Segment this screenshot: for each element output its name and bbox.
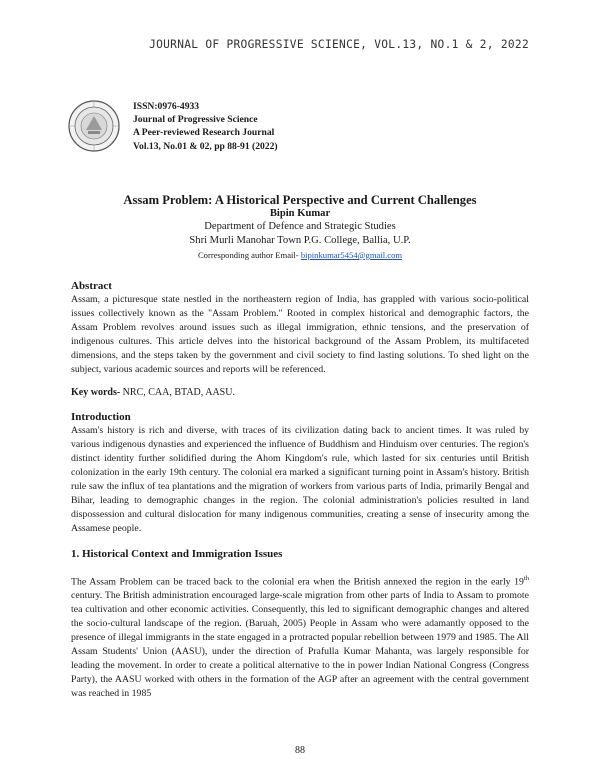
section-1-text — [71, 572, 529, 701]
abstract-text: Assam, a picturesque state nestled in the northeastern region of India, has grappled with various socio-political issues collectively known as the "Assam Problem." Rooted in complex historical and demographic factors, the Assam Problem revolves around issues such as illegal immigration, ethnic tensions, and the preservation of indigenous cultures. This article delves into the historical background of the Assam Problem, its multifaceted dimensions, and the steps taken by the government and civil society to find lasting solutions. To shed light on the subject, various academic sources and reports will be referenced. — [71, 294, 529, 375]
author-name: Bipin Kumar — [269, 208, 331, 219]
section-1-superscript: th — [523, 575, 529, 582]
section-1-text-b: century. The British administration encouraged large-scale migration from other parts of India to Assam to promote tea cultivation and other economic activities. Consequently, this led to significant demographic changes and altered the socio-cultural landscape of the region. (Baruah, 2005) People in Assam who were adamantly opposed to the presence of illegal immigrants in the state engaged in a protracted popular rebellion between 1979 and 1985. The All Assam Students' Union (AASU), under the direction of Prafulla Kumar Mahanta, was largely responsible for leading the movement. In order to create a political alternative to the in power Indian National Congress (Congress Party), the AASU worked with others in the formation of the AGP after an agreement with the central government was reached in 1985 — [71, 590, 529, 700]
abstract-section — [71, 279, 529, 377]
corresponding-email — [0, 249, 600, 262]
issn: ISSN:0976-4933 — [133, 101, 200, 112]
keywords — [71, 386, 235, 399]
article-title: Assam Problem: A Historical Perspective and Current Challenges — [123, 193, 477, 207]
section-1-text-a: The Assam Problem can be traced back to the colonial era when the British annexed the region in the early 19 — [71, 576, 524, 588]
journal-seal-icon — [68, 100, 120, 152]
college: Shri Murli Manohar Town P.G. College, Ballia, U.P. — [189, 235, 411, 246]
introduction-heading: Introduction — [71, 411, 131, 423]
email-label: Corresponding author Email- — [197, 250, 301, 260]
journal-type: A Peer-reviewed Research Journal — [133, 127, 275, 139]
email-link[interactable]: bipinkumar5454@gmail.com — [300, 250, 403, 260]
section-1 — [71, 547, 529, 701]
introduction-text: Assam's history is rich and diverse, with traces of its civilization dating back to ancient times. It was ruled by various indigenous dynasties and experienced the influence of Buddhism and Hinduism over centuries. The region's distinct identity further solidified during the Ahom Kingdom's rule, which lasted for six centuries until British colonization in the early 19th century. The colonial era marked a significant turning point in Assam's history. British rule saw the influx of tea plantations and the migration of workers from various parts of India, primarily Bengal and Bihar, leading to demographic changes in the region. The colonial administration's policies resulted in land dispossession and cultural dislocation for many indigenous communities, creating a sense of insecurity among the Assamese people. — [71, 425, 529, 534]
section-1-heading: 1. Historical Context and Immigration Issues — [71, 548, 283, 560]
journal-volume: Vol.13, No.01 & 02, pp 88-91 (2022) — [133, 140, 278, 152]
running-head: JOURNAL OF PROGRESSIVE SCIENCE, VOL.13, NO.1 & 2, 2022 — [149, 38, 529, 51]
article-header — [0, 193, 600, 262]
department: Department of Defence and Strategic Studies — [204, 221, 396, 232]
keywords-text: NRC, CAA, BTAD, AASU. — [120, 387, 235, 398]
page-number: 88 — [295, 745, 305, 756]
journal-info — [133, 100, 278, 153]
introduction-section — [71, 410, 529, 536]
journal-name: Journal of Progressive Science — [133, 114, 258, 126]
keywords-label: Key words- — [71, 387, 121, 398]
abstract-heading: Abstract — [71, 280, 112, 292]
